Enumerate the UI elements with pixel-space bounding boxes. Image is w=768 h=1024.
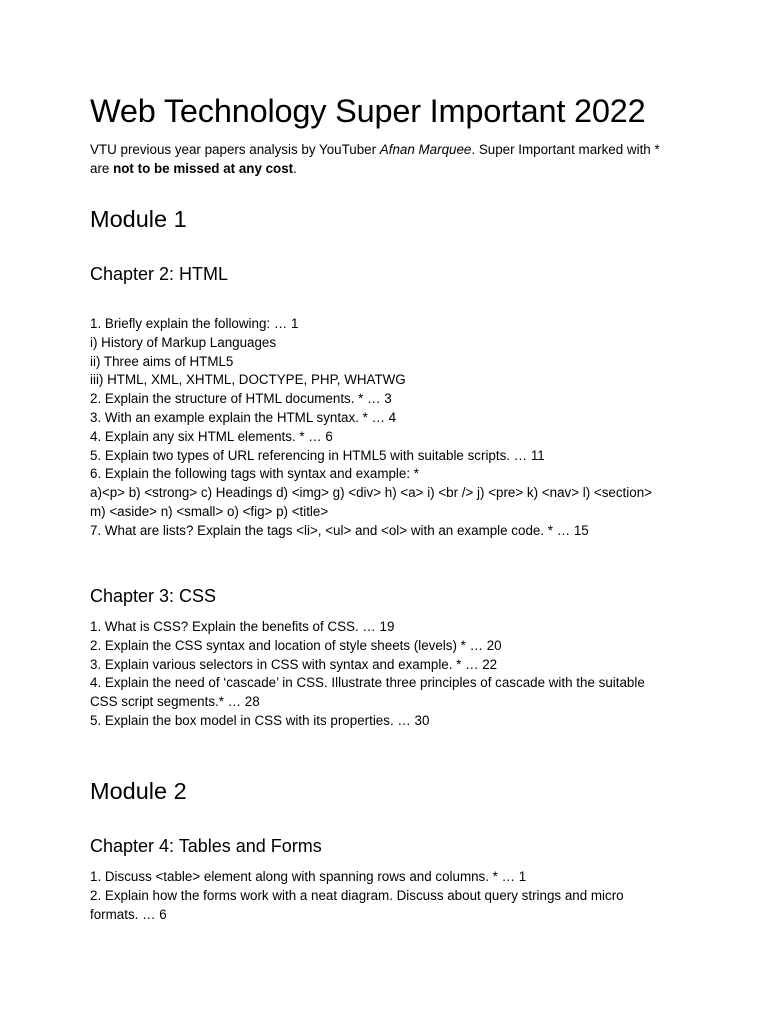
list-item: 7. What are lists? Explain the tags <li>, <ul> and <ol> with an example code. * … 15 bbox=[90, 522, 589, 538]
list-item: 6. Explain the following tags with syntax and example: * bbox=[90, 466, 419, 482]
list-item: ii) Three aims of HTML5 bbox=[90, 353, 234, 369]
list-item: 1. What is CSS? Explain the benefits of CSS. … 19 bbox=[90, 619, 395, 634]
list-item: 3. Explain various selectors in CSS with syntax and example. * … 22 bbox=[90, 656, 498, 672]
list-item: 2. Explain the structure of HTML documents. * … 3 bbox=[90, 391, 392, 407]
list-item: 1. Discuss <table> element along with spanning rows and columns. * … 1 bbox=[90, 869, 527, 884]
list-item: CSS script segments.* … 28 bbox=[90, 694, 260, 710]
list-item: 2. Explain how the forms work with a neat diagram. Discuss about query strings and micro bbox=[90, 887, 624, 903]
intro-text-3: are bbox=[90, 161, 114, 176]
list-item: 2. Explain the CSS syntax and location of style sheets (levels) * … 20 bbox=[90, 637, 502, 653]
list-item: i) History of Markup Languages bbox=[90, 334, 277, 350]
page-title: Web Technology Super Important 2022 bbox=[90, 93, 646, 129]
chapter-2-list bbox=[90, 315, 652, 541]
chapter-2-heading: Chapter 2: HTML bbox=[90, 264, 229, 284]
list-item: 4. Explain any six HTML elements. * … 6 bbox=[90, 428, 333, 444]
intro-line-1 bbox=[90, 140, 660, 159]
intro-text-2: . Super Important marked with * bbox=[471, 142, 660, 157]
module-2-heading: Module 2 bbox=[90, 778, 187, 804]
chapter-4-heading: Chapter 4: Tables and Forms bbox=[90, 836, 322, 856]
list-item: m) <aside> n) <small> o) <fig> p) <title> bbox=[90, 503, 329, 519]
intro-emphasis: not to be missed at any cost bbox=[113, 161, 294, 176]
chapter-3-list bbox=[90, 618, 645, 731]
chapter-3-heading: Chapter 3: CSS bbox=[90, 586, 217, 606]
intro-author: Afnan Marquee bbox=[379, 142, 472, 157]
chapter-4-list bbox=[90, 868, 624, 924]
intro-line-2 bbox=[90, 159, 660, 178]
list-item: iii) HTML, XML, XHTML, DOCTYPE, PHP, WHATWG bbox=[90, 372, 406, 388]
intro-text-1: VTU previous year papers analysis by YouTuber bbox=[90, 142, 380, 157]
list-item: 5. Explain the box model in CSS with its properties. … 30 bbox=[90, 712, 430, 728]
intro-paragraph bbox=[90, 140, 660, 178]
list-item: 4. Explain the need of ‘cascade’ in CSS. Illustrate three principles of cascade with the suitable bbox=[90, 675, 645, 691]
intro-text-4: . bbox=[293, 161, 297, 176]
list-item: formats. … 6 bbox=[90, 906, 167, 922]
module-1-heading: Module 1 bbox=[90, 206, 187, 232]
list-item: a)<p> b) <strong> c) Headings d) <img> g) <div> h) <a> i) <br /> j) <pre> k) <nav> l) <section> bbox=[90, 485, 652, 501]
list-item: 5. Explain two types of URL referencing in HTML5 with suitable scripts. … 11 bbox=[90, 447, 545, 463]
list-item: 3. With an example explain the HTML syntax. * … 4 bbox=[90, 409, 397, 425]
list-item: 1. Briefly explain the following: … 1 bbox=[90, 316, 299, 331]
